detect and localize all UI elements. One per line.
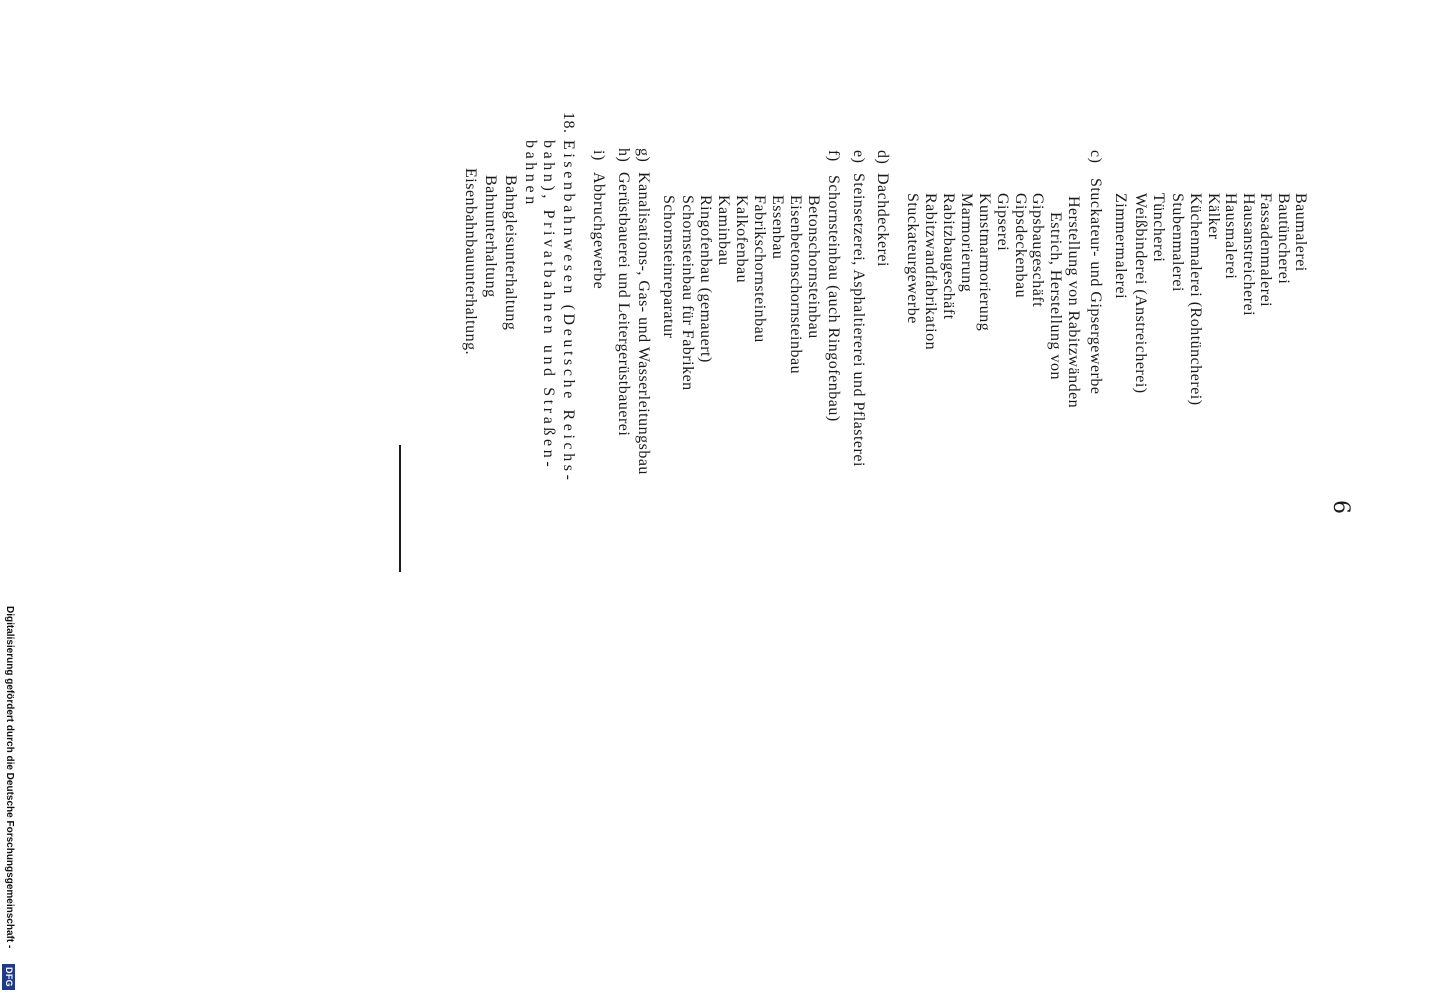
- list-item: Herstellung von Rabitzwänden: [1065, 196, 1082, 409]
- list-item: Küchenmalerei (Rohtüncherei): [1187, 193, 1204, 406]
- section-title-line: bahnen: [522, 140, 539, 208]
- list-item: Gipsbaugeschäft: [1029, 193, 1046, 308]
- list-item: Gipserei: [994, 193, 1011, 252]
- group-marker: h): [615, 148, 632, 163]
- group-marker: f): [825, 150, 842, 162]
- group-marker: e): [850, 150, 867, 164]
- list-item: Hausmalerei: [1222, 193, 1239, 280]
- digitization-credit: Digitalisierung gefördert durch die Deutsche Forschungsgemeinschaft -: [4, 606, 15, 949]
- dfg-logo-icon: DFG: [2, 964, 15, 990]
- list-item: Gipsdeckenbau: [1012, 193, 1029, 299]
- group-marker: i): [590, 150, 607, 161]
- list-item: Zimmermalerei: [1112, 193, 1129, 300]
- list-item: Schornsteinreparatur: [660, 195, 677, 339]
- list-item: Weißbinderei (Anstreicherei): [1132, 193, 1149, 394]
- page-number: 6: [1328, 500, 1353, 514]
- list-item: Kalkofenbau: [733, 195, 750, 284]
- list-item: Rabitzbaugeschäft: [940, 193, 957, 320]
- list-item: Schornsteinbau für Fabriken: [679, 195, 696, 391]
- group-marker: g): [635, 148, 652, 163]
- list-item: Marmorierung: [958, 193, 975, 293]
- group-marker: c): [1087, 150, 1104, 164]
- list-item: Rabitzwandfabrikation: [922, 193, 939, 351]
- list-item: Fabrikschornsteinbau: [751, 195, 768, 343]
- group-title: Steinsetzerei, Asphaltiererei und Pflasterei: [850, 173, 867, 467]
- list-item: Stuckateurgewerbe: [904, 193, 921, 324]
- list-item: Kunstmarmorierung: [976, 193, 993, 332]
- group-title: Dachdeckerei: [874, 173, 891, 267]
- list-item: Bahngleisunterhaltung: [502, 175, 519, 331]
- list-item: Bautüncherei: [1275, 193, 1292, 285]
- group-title: Kanalisations-, Gas- und Wasserleitungsbau: [635, 172, 652, 475]
- list-item: Ringofenbau (gemauert): [697, 195, 714, 363]
- section-number: 18.: [560, 112, 577, 134]
- list-item: Tüncherei: [1150, 193, 1167, 263]
- section-title-line: Eisenbahnwesen (Deutsche Reichs-: [560, 140, 577, 484]
- group-title: Schornsteinbau (auch Ringofenbau): [825, 175, 842, 422]
- list-item: Betonschornsteinbau: [805, 195, 822, 339]
- group-title: Gerüstbauerei und Leitergerüstbauerei: [615, 172, 632, 437]
- list-item: Eisenbahnbauunterhaltung.: [462, 168, 479, 356]
- group-marker: d): [874, 150, 891, 165]
- list-item: Eisenbetonschornsteinbau: [787, 195, 804, 375]
- section-end-rule: [399, 445, 401, 572]
- group-title: Stuckateur- und Gipsergewerbe: [1087, 178, 1104, 395]
- list-item: Kaminbau: [715, 195, 732, 266]
- group-title: Abbruchgewerbe: [590, 172, 607, 290]
- list-item: Essenbau: [769, 195, 786, 260]
- section-title-line: bahn), Privatbahnen und Straßen-: [540, 140, 557, 471]
- list-item: Stubenmalerei: [1169, 193, 1186, 292]
- list-item: Fassadenmalerei: [1257, 193, 1274, 308]
- list-item: Estrich, Herstellung von: [1047, 212, 1064, 380]
- list-item: Baumalerei: [1292, 193, 1309, 272]
- list-item: Kälker: [1205, 193, 1222, 240]
- list-item: Hausanstreicherei: [1240, 193, 1257, 317]
- list-item: Bahnunterhaltung: [482, 175, 499, 298]
